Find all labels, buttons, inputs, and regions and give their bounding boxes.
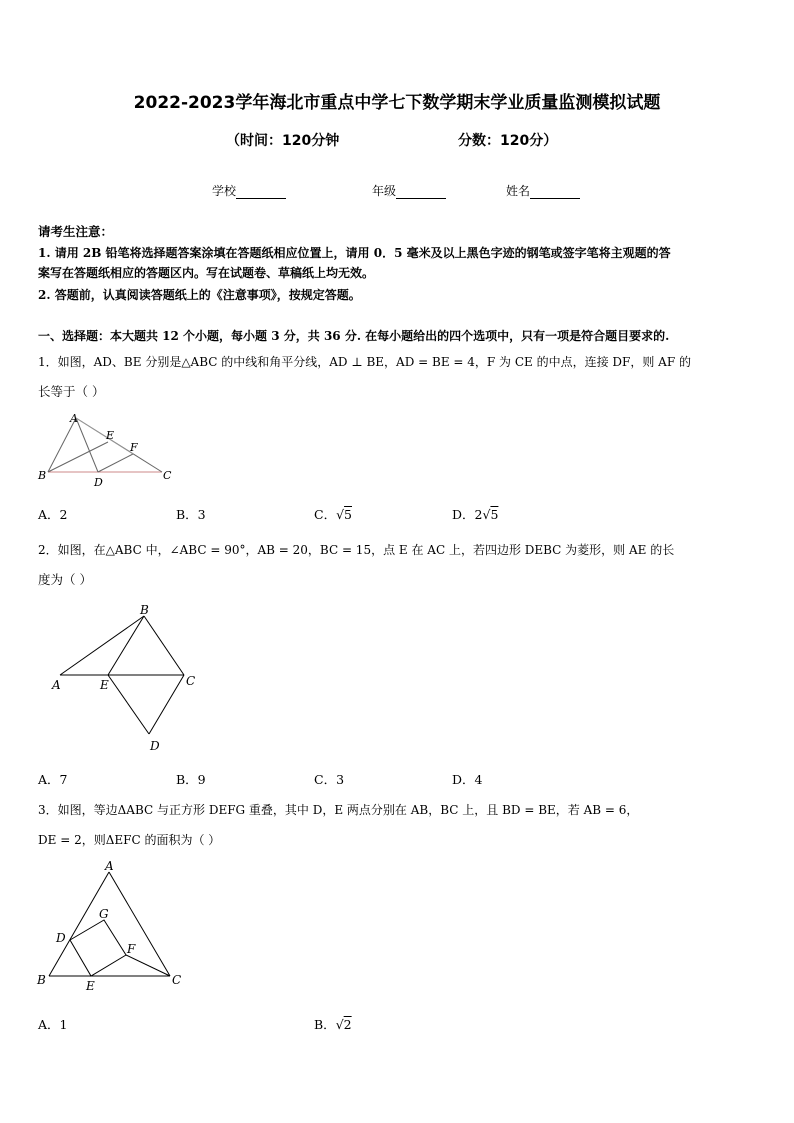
q2-label-e: E [100,678,109,692]
q2-option-b[interactable]: B．9 [176,772,206,787]
section-heading: 一、选择题：本大题共 12 个小题，每小题 3 分，共 36 分. 在每小题给出的四个选项中，只有一项是符合题目要求的. [38,329,670,343]
q2-text-line1: 2．如图，在△ABC 中，∠ABC = 90°，AB = 20，BC = 15，点 E 在 AC 上，若四边形 DEBC 为菱形，则 AE 的长 [38,543,675,557]
q3-option-b-prefix: B． [314,1017,336,1032]
notice-item2: 2. 答题前，认真阅读答题纸上的《注意事项》，按规定答题。 [38,288,361,302]
q3-label-f: F [127,942,136,956]
q2-figure [46,600,206,755]
name-blank[interactable] [530,186,580,199]
q2-label-c: C [186,674,196,688]
notice-item1a: 1. 请用 2B 铅笔将选择题答案涂填在答题纸相应位置上，请用 0．5 毫米及以上黑色字迹的钢笔或签字笔将主观题的答 [38,246,671,260]
grade-label: 年级 [372,184,397,198]
time-info: （时间：120分钟 [226,133,340,149]
q1-option-d-prefix: D．2 [452,507,483,522]
q3-label-b: B [37,973,46,987]
q1-figure [36,410,181,492]
name-label: 姓名 [506,184,531,198]
score-info: 分数：120分） [458,133,558,149]
q3-option-b-radicand: 2 [343,1017,352,1032]
q2-option-c[interactable]: C．3 [314,772,345,787]
q3-option-b[interactable]: B．√2 [314,1017,352,1032]
q1-label-b: B [38,469,47,482]
school-field[interactable] [212,182,286,199]
q1-option-d-radicand: 5 [490,507,499,522]
q3-text-line1: 3．如图，等边ΔABC 与正方形 DEFG 重叠，其中 D，E 两点分别在 AB，BC 上，且 BD = BE，若 AB = 6， [38,803,639,817]
notice-item1b: 案写在答题纸相应的答题区内。写在试题卷、草稿纸上均无效。 [38,266,375,280]
q1-option-d[interactable]: D．2√5 [452,507,499,522]
q2-label-d: D [150,739,160,753]
q1-text-line2: 长等于（ ） [38,384,105,399]
grade-blank[interactable] [396,186,446,199]
q2-option-d[interactable]: D．4 [452,772,483,787]
q2-label-b: B [140,603,149,617]
q1-label-e: E [106,429,115,442]
q1-text-line1: 1．如图，AD、BE 分别是△ABC 的中线和角平分线，AD ⊥ BE，AD = BE = 4，F 为 CE 的中点，连接 DF，则 AF 的 [38,355,691,369]
q2-label-a: A [52,678,61,692]
q1-option-c[interactable]: C．√5 [314,507,352,522]
q2-text-line2: 度为（ ） [38,572,92,587]
q2-option-a[interactable]: A．7 [38,772,68,787]
q3-option-a[interactable]: A．1 [38,1017,68,1032]
q1-label-d: D [94,476,103,489]
school-blank[interactable] [236,186,286,199]
school-label: 学校 [212,184,237,198]
page-title: 2022-2023学年海北市重点中学七下数学期末学业质量监测模拟试题 [133,93,661,113]
grade-field[interactable] [372,182,446,199]
q3-label-g: G [99,907,109,921]
notice-heading: 请考生注意： [38,224,114,239]
q3-figure [34,858,194,993]
q3-label-c: C [172,973,182,987]
q3-text-line2: DE = 2，则ΔEFC 的面积为（ ） [38,833,221,847]
q1-option-c-prefix: C． [314,507,337,522]
q3-label-a: A [105,859,114,873]
q1-label-f: F [130,441,138,454]
q3-label-d: D [56,931,66,945]
name-field[interactable] [506,182,580,199]
q1-option-c-radicand: 5 [344,507,352,522]
q1-label-c: C [163,469,172,482]
q1-option-b[interactable]: B．3 [176,507,206,522]
q3-label-e: E [86,979,95,993]
q1-label-a: A [70,412,78,425]
q1-option-a[interactable]: A．2 [38,507,68,522]
